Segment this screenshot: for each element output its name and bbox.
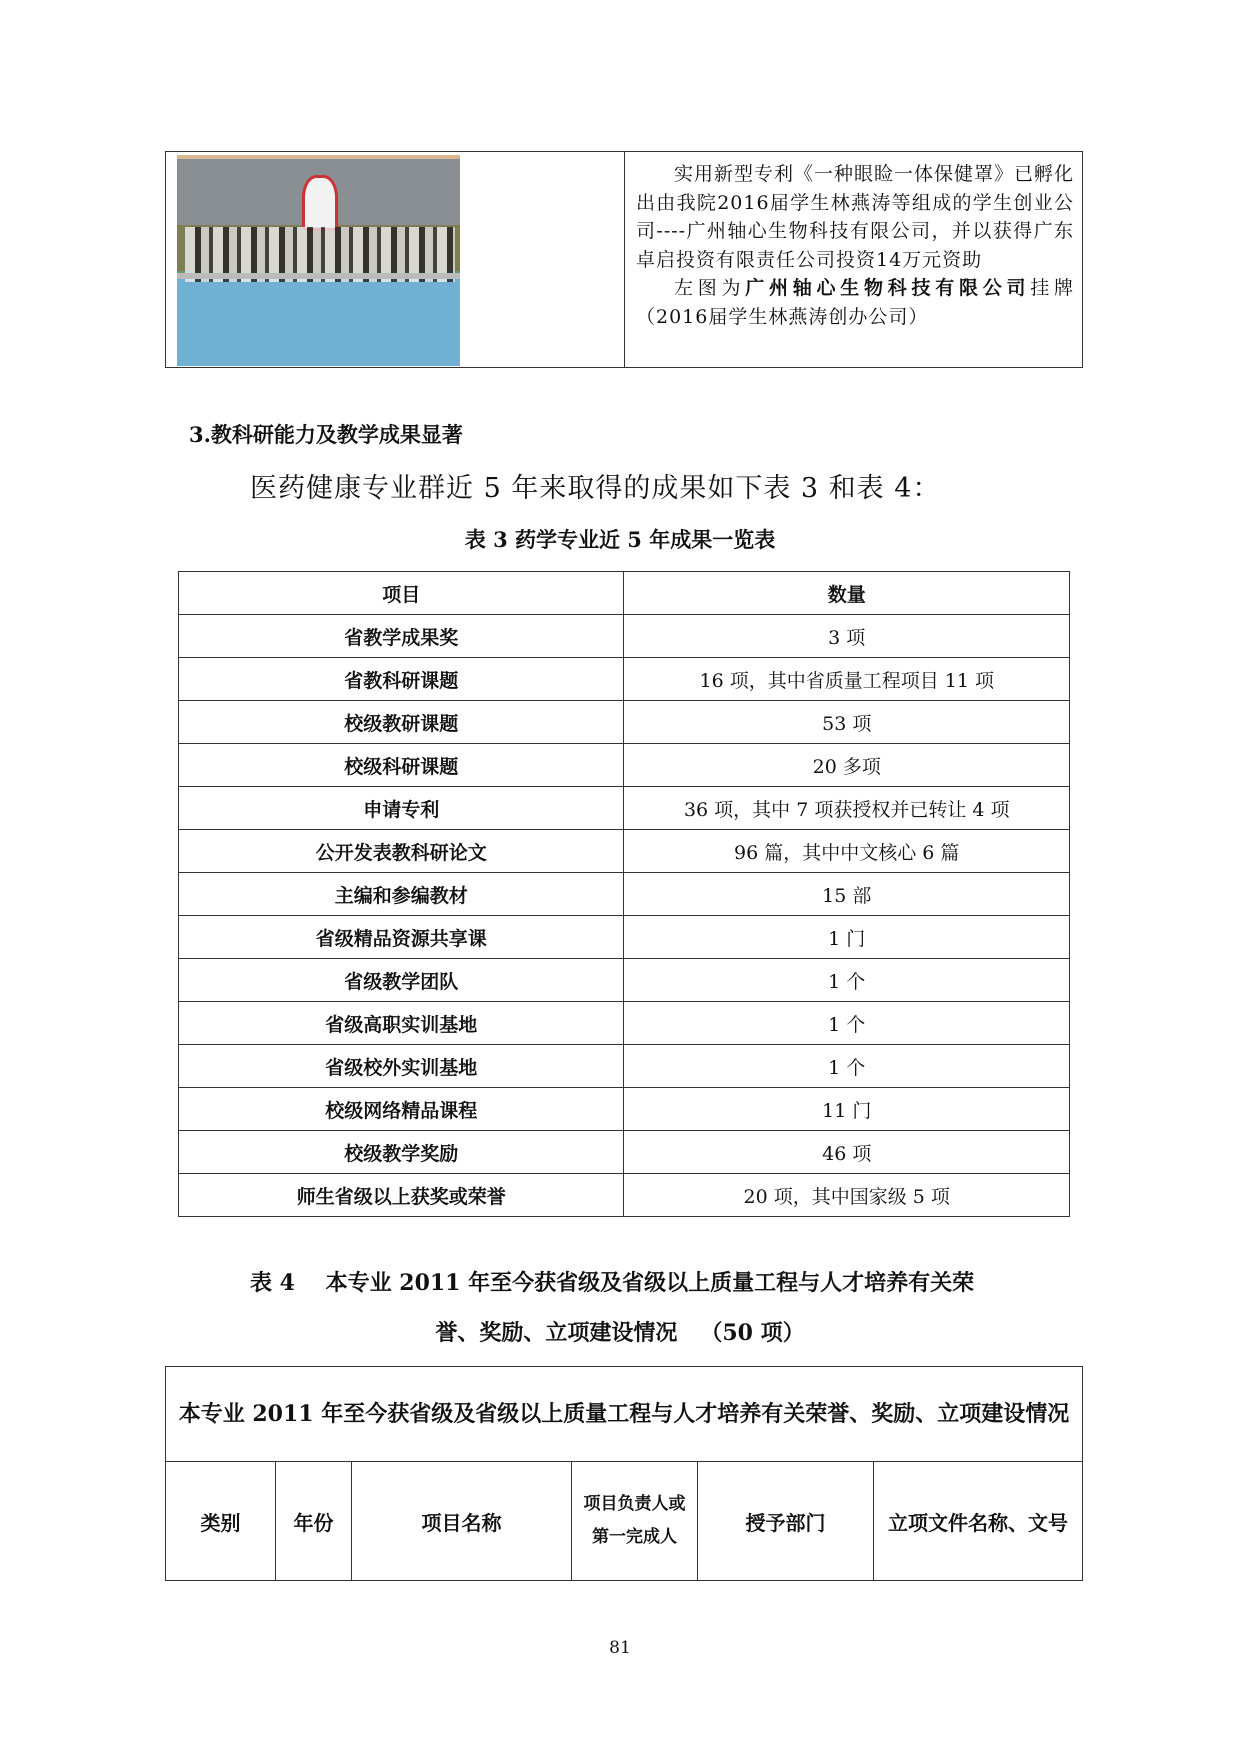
table3-row (179, 744, 1070, 787)
caption-prefix: 左图为 (674, 277, 746, 299)
table3-row (179, 959, 1070, 1002)
column-divider (624, 152, 625, 367)
header-year: 年份 (276, 1462, 352, 1581)
quantity-cell: 36 项，其中 7 项获授权并已转让 4 项 (624, 787, 1070, 830)
table3-row (179, 787, 1070, 830)
quantity-cell: 20 多项 (624, 744, 1070, 787)
item-cell: 师生省级以上获奖或荣誉 (179, 1174, 624, 1217)
table4 (165, 1366, 1083, 1581)
quantity-cell: 46 项 (624, 1131, 1070, 1174)
item-cell: 校级教研课题 (179, 701, 624, 744)
table3-row (179, 1174, 1070, 1217)
item-cell: 省教学成果奖 (179, 615, 624, 658)
table3-row (179, 658, 1070, 701)
table4-title-line2: 誉、奖励、立项建设情况 （50 项） (435, 1320, 805, 1346)
quantity-cell: 1 个 (624, 1002, 1070, 1045)
section-heading: 3.教科研能力及教学成果显著 (189, 422, 463, 447)
company-name: 广州轴心生物科技有限公司 (745, 277, 1031, 299)
header-leader: 项目负责人或第一完成人 (572, 1462, 698, 1581)
item-cell: 申请专利 (179, 787, 624, 830)
header-document: 立项文件名称、文号 (874, 1462, 1083, 1581)
table3 (178, 571, 1070, 1217)
patent-info-table (165, 151, 1083, 368)
quantity-cell: 96 篇，其中中文核心 6 篇 (624, 830, 1070, 873)
patent-description (636, 160, 1074, 331)
item-cell: 校级科研课题 (179, 744, 624, 787)
company-plaque-photo (177, 155, 460, 366)
item-cell: 省级教学团队 (179, 959, 624, 1002)
table3-title: 表 3 药学专业近 5 年成果一览表 (464, 527, 776, 552)
header-granting-department: 授予部门 (698, 1462, 874, 1581)
table3-row (179, 1088, 1070, 1131)
quantity-cell: 15 部 (624, 873, 1070, 916)
table3-row (179, 701, 1070, 744)
table3-row (179, 1131, 1070, 1174)
header-category: 类别 (166, 1462, 276, 1581)
item-cell: 校级教学奖励 (179, 1131, 624, 1174)
table3-row (179, 830, 1070, 873)
table4-title-line1: 表 4 本专业 2011 年至今获省级及省级以上质量工程与人才培养有关荣 (250, 1270, 975, 1296)
table3-row (179, 615, 1070, 658)
patent-paragraph: 实用新型专利《一种眼睑一体保健罩》已孵化出由我院2016届学生林燕涛等组成的学生创业公司----广州轴心生物科技有限公司，并以获得广东卓启投资有限责任公司投资14万元资助 (636, 163, 1075, 271)
item-cell: 项目 (179, 572, 624, 615)
item-cell: 校级网络精品课程 (179, 1088, 624, 1131)
quantity-cell: 1 个 (624, 1045, 1070, 1088)
item-cell: 主编和参编教材 (179, 873, 624, 916)
caption-suffix: 挂牌（2016届学生林燕涛创办公司） (636, 277, 1074, 328)
quantity-cell: 1 门 (624, 916, 1070, 959)
item-cell: 省级校外实训基地 (179, 1045, 624, 1088)
quantity-cell: 1 个 (624, 959, 1070, 1002)
item-cell: 公开发表教科研论文 (179, 830, 624, 873)
quantity-cell: 16 项，其中省质量工程项目 11 项 (624, 658, 1070, 701)
table3-row (179, 1045, 1070, 1088)
table4-caption: 本专业 2011 年至今获省级及省级以上质量工程与人才培养有关荣誉、奖励、立项建设情况 (166, 1367, 1083, 1462)
table3-row (179, 916, 1070, 959)
table3-row (179, 1002, 1070, 1045)
table3-header-row (179, 572, 1070, 615)
page-number: 81 (609, 1638, 631, 1658)
header-project-name: 项目名称 (352, 1462, 572, 1581)
item-cell: 省教科研课题 (179, 658, 624, 701)
photo-caption (636, 274, 1074, 331)
quantity-cell: 53 项 (624, 701, 1070, 744)
quantity-cell: 数量 (624, 572, 1070, 615)
quantity-cell: 3 项 (624, 615, 1070, 658)
quantity-cell: 20 项，其中国家级 5 项 (624, 1174, 1070, 1217)
item-cell: 省级高职实训基地 (179, 1002, 624, 1045)
intro-paragraph: 医药健康专业群近 5 年来取得的成果如下表 3 和表 4： (250, 473, 941, 504)
item-cell: 省级精品资源共享课 (179, 916, 624, 959)
quantity-cell: 11 门 (624, 1088, 1070, 1131)
table3-row (179, 873, 1070, 916)
